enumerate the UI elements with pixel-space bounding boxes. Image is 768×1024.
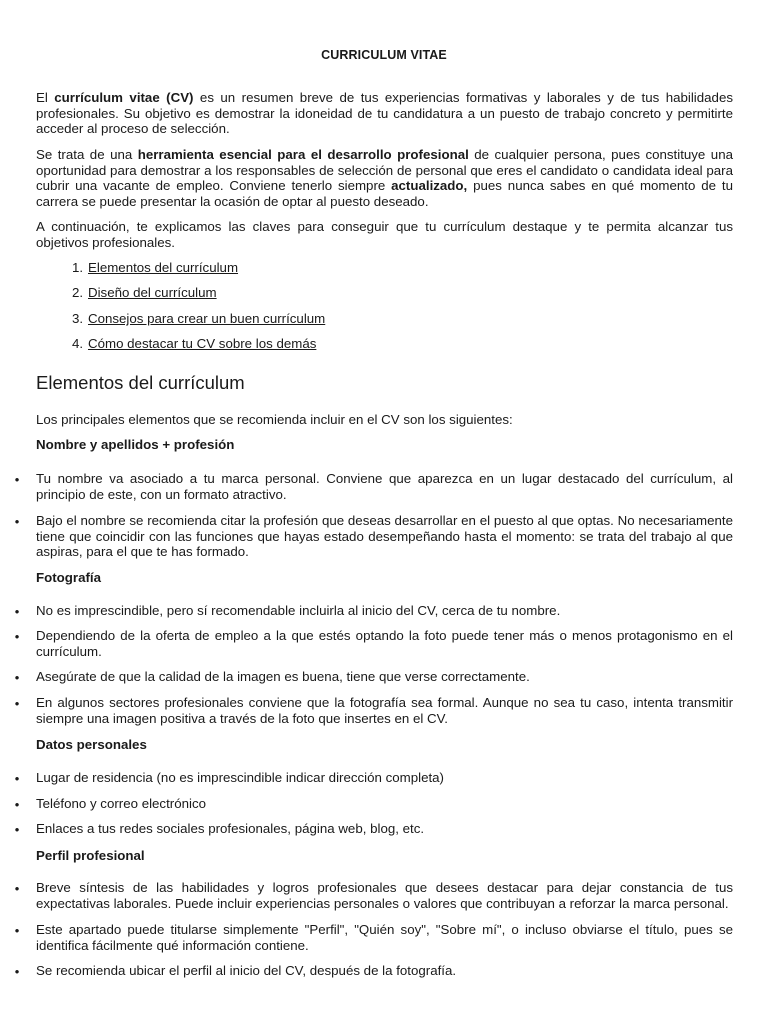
subheading-fotografia: Fotografía — [36, 570, 102, 585]
toc-number: 2. — [72, 285, 84, 300]
bullet-icon: • — [14, 881, 20, 896]
list-item: Dependiendo de la oferta de empleo a la que estés optando la foto puede tener más o menos protagonismo en el currículum. — [36, 628, 733, 659]
list-item: Teléfono y correo electrónico — [36, 796, 206, 811]
toc-link-diseno[interactable]: Diseño del currículum — [88, 285, 217, 300]
intro-p2-text-a: Se trata de una — [36, 147, 138, 162]
bullet-icon: • — [14, 696, 20, 711]
bullet-icon: • — [14, 670, 20, 685]
bullet-icon: • — [14, 964, 20, 979]
toc-link-elementos[interactable]: Elementos del currículum — [88, 260, 239, 275]
list-item: Breve síntesis de las habilidades y logros profesionales que desees destacar para dejar constancia de tus expectativas laborales. Puede incluir experiencias personales o valores que contribuyan a reforzar la marca personal. — [36, 880, 733, 911]
toc-item — [72, 311, 325, 327]
section-lead: Los principales elementos que se recomienda incluir en el CV son los siguientes: — [36, 412, 513, 427]
list-item: Lugar de residencia (no es imprescindible indicar dirección completa) — [36, 770, 444, 785]
toc-item — [72, 260, 238, 276]
list-item: Se recomienda ubicar el perfil al inicio del CV, después de la fotografía. — [36, 963, 457, 978]
toc-item — [72, 336, 316, 352]
bullet-icon: • — [14, 604, 20, 619]
list-item: Enlaces a tus redes sociales profesionales, página web, blog, etc. — [36, 821, 425, 836]
list-item: Bajo el nombre se recomienda citar la profesión que deseas desarrollar en el puesto al que optas. No necesariamente tiene que coincidir con las funciones que hayas estado desempeñando hasta el momento: se trata del trabajo al que aspiras, para el que te has formado. — [36, 513, 733, 560]
bullet-icon: • — [14, 472, 20, 487]
toc-link-consejos[interactable]: Consejos para crear un buen currículum — [88, 311, 326, 326]
toc-item — [72, 285, 217, 301]
intro-p2-bold-a: herramienta esencial para el desarrollo profesional — [137, 147, 469, 162]
bullet-icon: • — [14, 514, 20, 529]
intro-p2-text-c: de cualquier persona, pues constituye una oportunidad para demostrar a los responsables de selección de personal que eres el candidato o candidata ideal para cubrir una vacante de empleo. Conviene tenerlo siempre — [36, 147, 733, 194]
bullet-icon: • — [14, 797, 20, 812]
list-item: Este apartado puede titularse simplemente "Perfil", "Quién soy", "Sobre mí", o incluso obviarse el título, pues se identifica fácilmente qué información contiene. — [36, 922, 733, 953]
document-title: CURRICULUM VITAE — [321, 48, 447, 62]
intro-p1-bold: currículum vitae (CV) — [54, 90, 194, 105]
list-item: Tu nombre va asociado a tu marca personal. Conviene que aparezca en un lugar destacado del currículum, al principio de este, con un formato atractivo. — [36, 471, 733, 502]
subheading-datos-personales: Datos personales — [36, 737, 147, 752]
intro-paragraph-2 — [36, 147, 733, 209]
toc-number: 3. — [72, 311, 84, 326]
bullet-icon: • — [14, 629, 20, 644]
list-item: No es imprescindible, pero sí recomendable incluirla al inicio del CV, cerca de tu nombre. — [36, 603, 561, 618]
intro-p1-text-a: El — [36, 90, 55, 105]
intro-p2-bold-b: actualizado, — [391, 178, 468, 194]
bullet-icon: • — [14, 822, 20, 837]
toc-number: 1. — [72, 260, 84, 275]
intro-p1-text-c: es un resumen breve de tus experiencias formativas y laborales y de tus habilidades profesionales. Su objetivo es demostrar la idoneidad de tu candidatura a un puesto de trabajo concreto y permitirte acceder al proceso de selección. — [36, 90, 733, 137]
intro-paragraph-1 — [36, 90, 733, 137]
bullet-icon: • — [14, 923, 20, 938]
list-item: En algunos sectores profesionales conviene que la fotografía sea formal. Aunque no sea tu caso, intenta transmitir siempre una imagen positiva a través de la foto que insertes en el CV. — [36, 695, 733, 726]
subheading-nombre: Nombre y apellidos + profesión — [36, 437, 235, 452]
toc-number: 4. — [72, 336, 84, 351]
intro-paragraph-3: A continuación, te explicamos las claves para conseguir que tu currículum destaque y te permita alcanzar tus objetivos profesionales. — [36, 219, 733, 250]
intro-p2-text-e: pues nunca sabes en qué momento de tu carrera se puede presentar la ocasión de optar al puesto deseado. — [36, 178, 733, 209]
section-heading: Elementos del currículum — [36, 372, 245, 393]
bullet-icon: • — [14, 771, 20, 786]
subheading-perfil-profesional: Perfil profesional — [36, 848, 145, 863]
toc-link-destacar[interactable]: Cómo destacar tu CV sobre los demás — [88, 336, 317, 351]
list-item: Asegúrate de que la calidad de la imagen es buena, tiene que verse correctamente. — [36, 669, 530, 684]
